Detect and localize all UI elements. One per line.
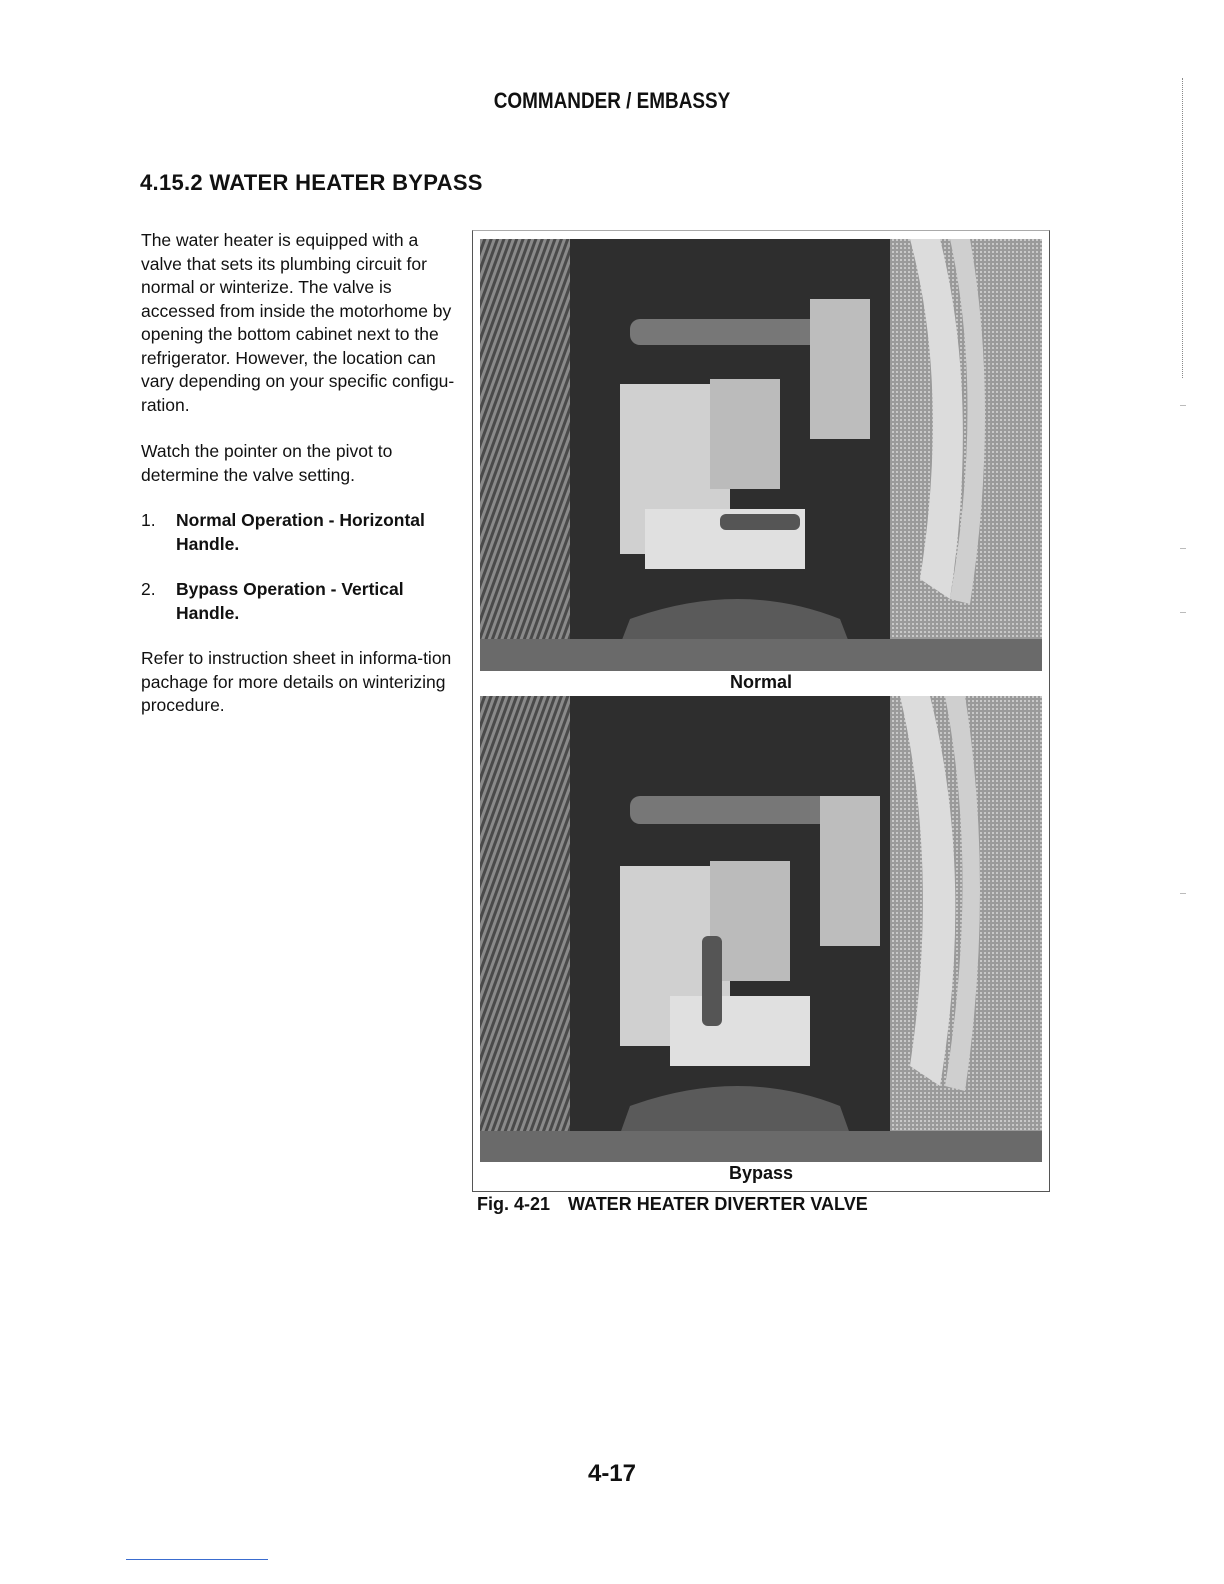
margin-scan-marks bbox=[1182, 78, 1185, 378]
margin-tick bbox=[1180, 548, 1186, 549]
intro-paragraph: The water heater is equipped with a valve that sets its plumbing circuit for normal or winterize. The valve is accessed from inside the motorhome by opening the bottom cabinet next to the refrigerator. However, the location can vary depending on your specific configu-ration. bbox=[141, 230, 455, 415]
photo-valve-bypass bbox=[480, 696, 1042, 1162]
photo-valve-bypass-image bbox=[480, 696, 1042, 1162]
page-header: COMMANDER / EMBASSY bbox=[493, 88, 731, 113]
step-text: Normal Operation - Horizontal Handle. bbox=[176, 510, 425, 554]
pointer-paragraph: Watch the pointer on the pivot to determine the valve setting. bbox=[141, 441, 393, 485]
body-text-column bbox=[141, 229, 463, 718]
step-item-bypass bbox=[141, 578, 463, 625]
section-title: 4.15.2 WATER HEATER BYPASS bbox=[140, 170, 483, 195]
figure-title: WATER HEATER DIVERTER VALVE bbox=[568, 1194, 868, 1214]
step-number: 1. bbox=[141, 510, 156, 530]
figure-caption bbox=[477, 1194, 868, 1215]
photo-valve-normal-image bbox=[480, 239, 1042, 671]
margin-tick bbox=[1180, 612, 1186, 613]
photo-valve-normal bbox=[480, 239, 1042, 671]
refer-paragraph: Refer to instruction sheet in informa-tion pachage for more details on winterizing procedure. bbox=[141, 648, 452, 715]
margin-tick bbox=[1180, 893, 1186, 894]
photo-caption-normal: Normal bbox=[729, 672, 792, 692]
margin-tick bbox=[1180, 405, 1186, 406]
photo-caption-bypass: Bypass bbox=[728, 1163, 794, 1183]
operation-steps bbox=[141, 509, 463, 625]
step-item-normal bbox=[141, 509, 463, 556]
step-number: 2. bbox=[141, 579, 156, 599]
page-number: 4-17 bbox=[587, 1460, 637, 1487]
footer-rule bbox=[126, 1559, 268, 1560]
step-text: Bypass Operation - Vertical Handle. bbox=[176, 579, 404, 623]
figure-number: Fig. 4-21 bbox=[477, 1194, 551, 1214]
